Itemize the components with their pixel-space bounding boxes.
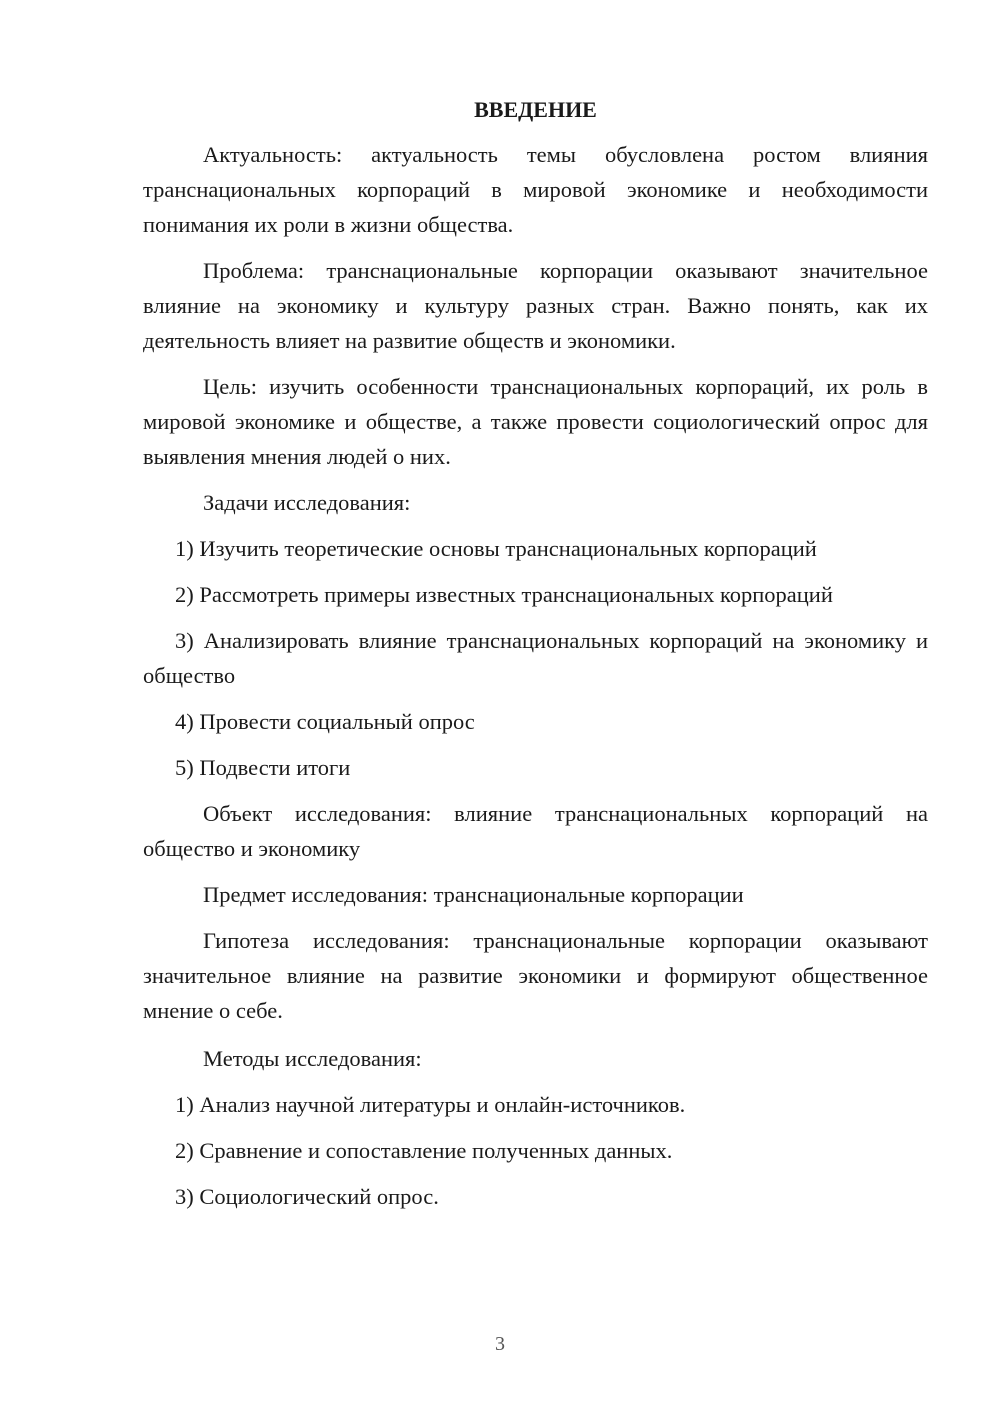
task-item: 3) Анализировать влияние транснациональных корпораций на экономику и общество (143, 628, 928, 688)
task-item: 2) Рассмотреть примеры известных транснациональных корпораций (175, 582, 833, 607)
subject-paragraph: Предмет исследования: транснациональные корпорации (203, 882, 744, 907)
goal-paragraph: Цель: изучить особенности транснациональных корпораций, их роль в мировой экономике и обществе, а также провести социологический опрос для выявления мнения людей о них. (143, 374, 928, 469)
object-paragraph: Объект исследования: влияние транснациональных корпораций на общество и экономику (143, 801, 928, 861)
page-title: ВВЕДЕНИЕ (474, 97, 597, 122)
problem-paragraph: Проблема: транснациональные корпорации оказывают значительное влияние на экономику и культуру разных стран. Важно понять, как их деятельность влияет на развитие обществ и экономики. (143, 258, 928, 353)
method-item: 1) Анализ научной литературы и онлайн-источников. (175, 1092, 686, 1117)
methods-heading: Методы исследования: (203, 1046, 422, 1071)
page-number: 3 (495, 1333, 505, 1355)
tasks-heading: Задачи исследования: (203, 490, 411, 515)
task-item: 5) Подвести итоги (175, 755, 351, 780)
task-item: 1) Изучить теоретические основы транснациональных корпораций (175, 536, 817, 561)
relevance-paragraph: Актуальность: актуальность темы обусловлена ростом влияния транснациональных корпораций в мировой экономике и необходимости понимания их роли в жизни общества. (143, 142, 928, 237)
hypothesis-paragraph: Гипотеза исследования: транснациональные корпорации оказывают значительное влияние на развитие экономики и формируют общественное мнение о себе. (143, 928, 928, 1023)
task-item: 4) Провести социальный опрос (175, 709, 475, 734)
method-item: 2) Сравнение и сопоставление полученных данных. (175, 1138, 673, 1163)
method-item: 3) Социологический опрос. (175, 1184, 439, 1209)
document-page (143, 92, 928, 1225)
